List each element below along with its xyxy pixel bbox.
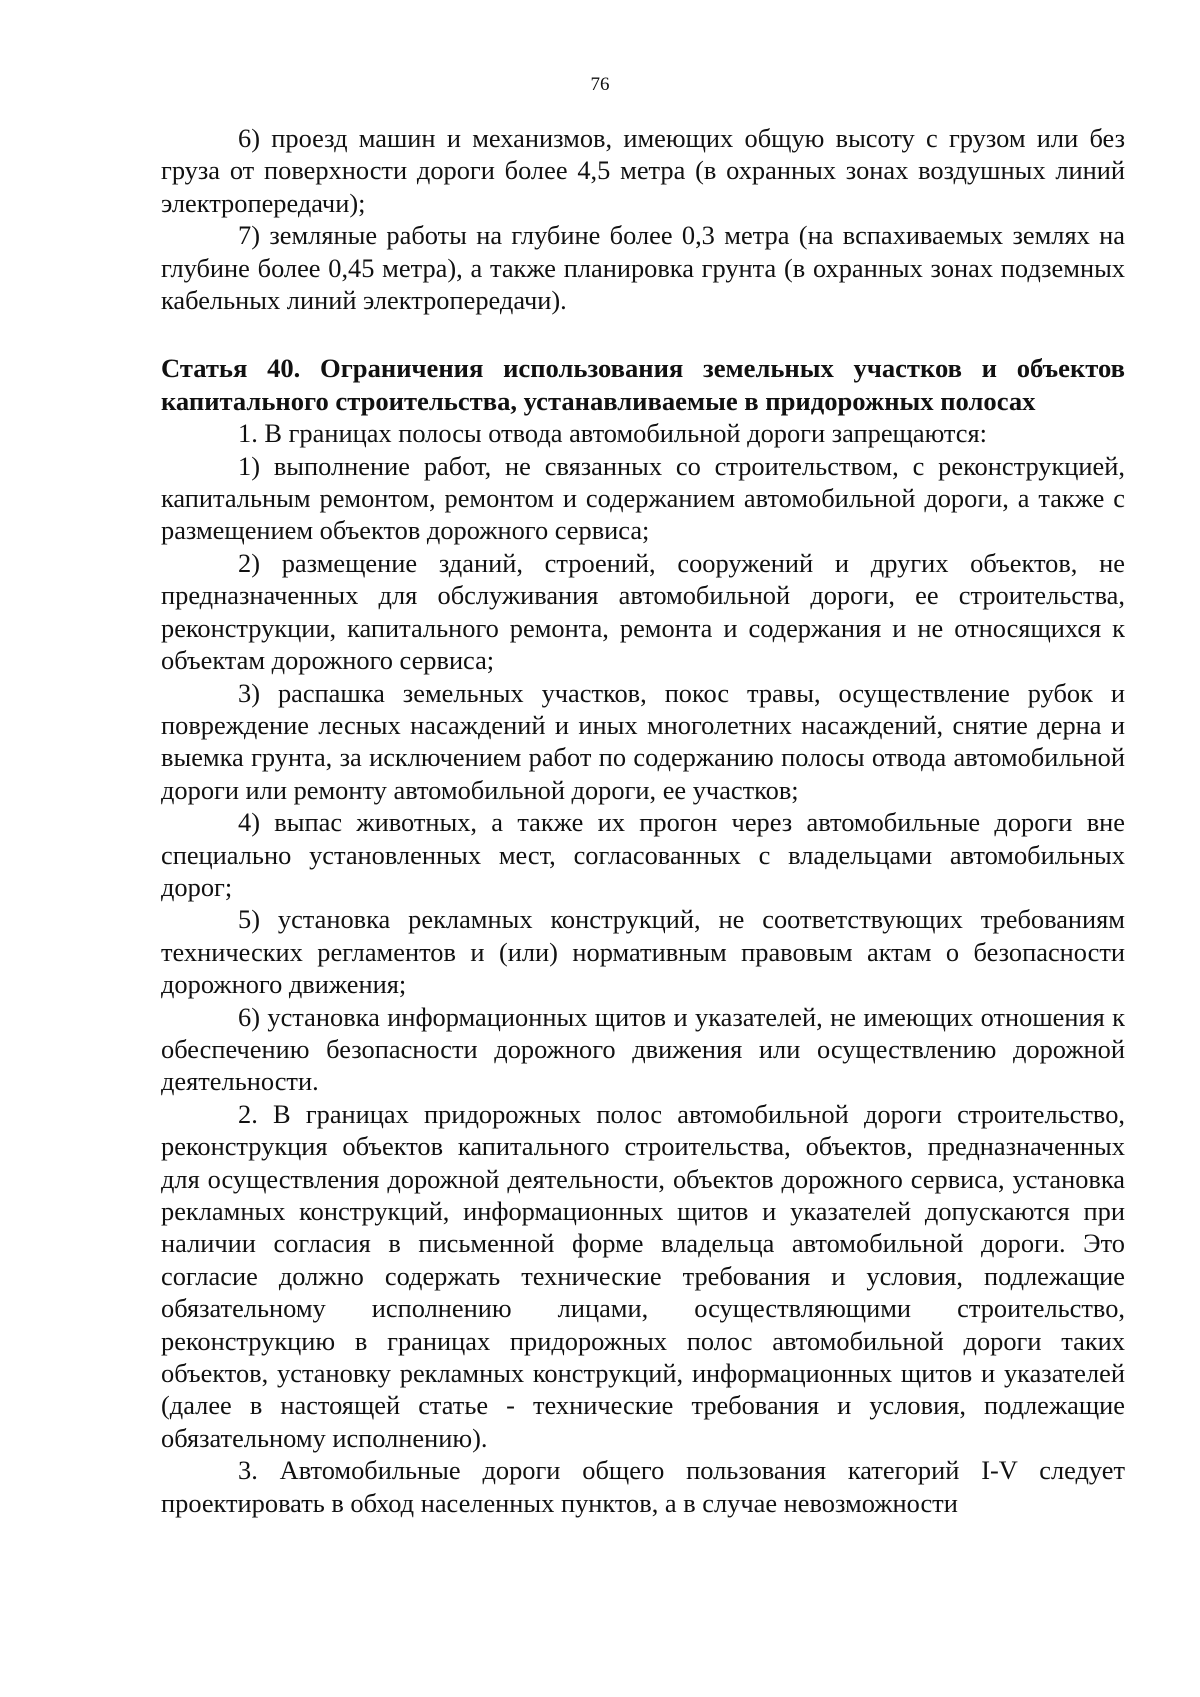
paragraph-clause-3: 3. Автомобильные дороги общего пользования категорий I-V следует проектировать в обход населенных пунктов, а в случае невозможности	[161, 1455, 1125, 1518]
paragraph-clause-2: 2. В границах придорожных полос автомобильной дороги строительство, реконструкция объектов капитального строительства, объектов, предназначенных для осуществления дорожной деятельности, объектов дорожного сервиса, установка рекламных конструкций, информационных щитов и указателей допускаются при наличии согласия в письменной форме владельца автомобильной дороги. Это согласие должно содержать технические требования и условия, подлежащие обязательному исполнению лицами, осуществляющими строительство, реконструкцию в границах придорожных полос автомобильной дороги таких объектов, установку рекламных конструкций, информационных щитов и указателей (далее в настоящей статье - технические требования и условия, подлежащие обязательному исполнению).	[161, 1098, 1125, 1453]
article-heading: Статья 40. Ограничения использования земельных участков и объектов капитального строительства, устанавливаемые в придорожных полосах	[161, 353, 1125, 416]
paragraph-subitem-3: 3) распашка земельных участков, покос травы, осуществление рубок и повреждение лесных насаждений и иных многолетних насаждений, снятие дерна и выемка грунта, за исключением работ по содержанию полосы отвода автомобильной дороги или ремонту автомобильной дороги, ее участков;	[161, 677, 1125, 805]
paragraph-clause-1: 1. В границах полосы отвода автомобильной дороги запрещаются:	[238, 418, 987, 449]
paragraph-item-7: 7) земляные работы на глубине более 0,3 метра (на вспахиваемых землях на глубине более 0,45 метра), а также планировка грунта (в охранных зонах подземных кабельных линий электропередачи).	[161, 220, 1125, 316]
paragraph-subitem-4: 4) выпас животных, а также их прогон через автомобильные дороги вне специально установленных мест, согласованных с владельцами автомобильных дорог;	[161, 807, 1125, 902]
paragraph-subitem-2: 2) размещение зданий, строений, сооружений и других объектов, не предназначенных для обслуживания автомобильной дороги, ее строительства, реконструкции, капитального ремонта, ремонта и содержания и не относящихся к объектам дорожного сервиса;	[161, 547, 1125, 676]
paragraph-subitem-6: 6) установка информационных щитов и указателей, не имеющих отношения к обеспечению безопасности дорожного движения или осуществлению дорожной деятельности.	[161, 1001, 1125, 1097]
paragraph-item-6: 6) проезд машин и механизмов, имеющих общую высоту с грузом или без груза от поверхности дороги более 4,5 метра (в охранных зонах воздушных линий электропередачи);	[161, 123, 1125, 218]
paragraph-subitem-5: 5) установка рекламных конструкций, не соответствующих требованиям технических регламентов и (или) нормативным правовым актам о безопасности дорожного движения;	[161, 904, 1125, 1000]
paragraph-subitem-1: 1) выполнение работ, не связанных со строительством, с реконструкцией, капитальным ремонтом, ремонтом и содержанием автомобильной дороги, а также с размещением объектов дорожного сервиса;	[161, 450, 1125, 546]
page-number: 76	[590, 74, 610, 95]
page-body	[161, 122, 1125, 1519]
